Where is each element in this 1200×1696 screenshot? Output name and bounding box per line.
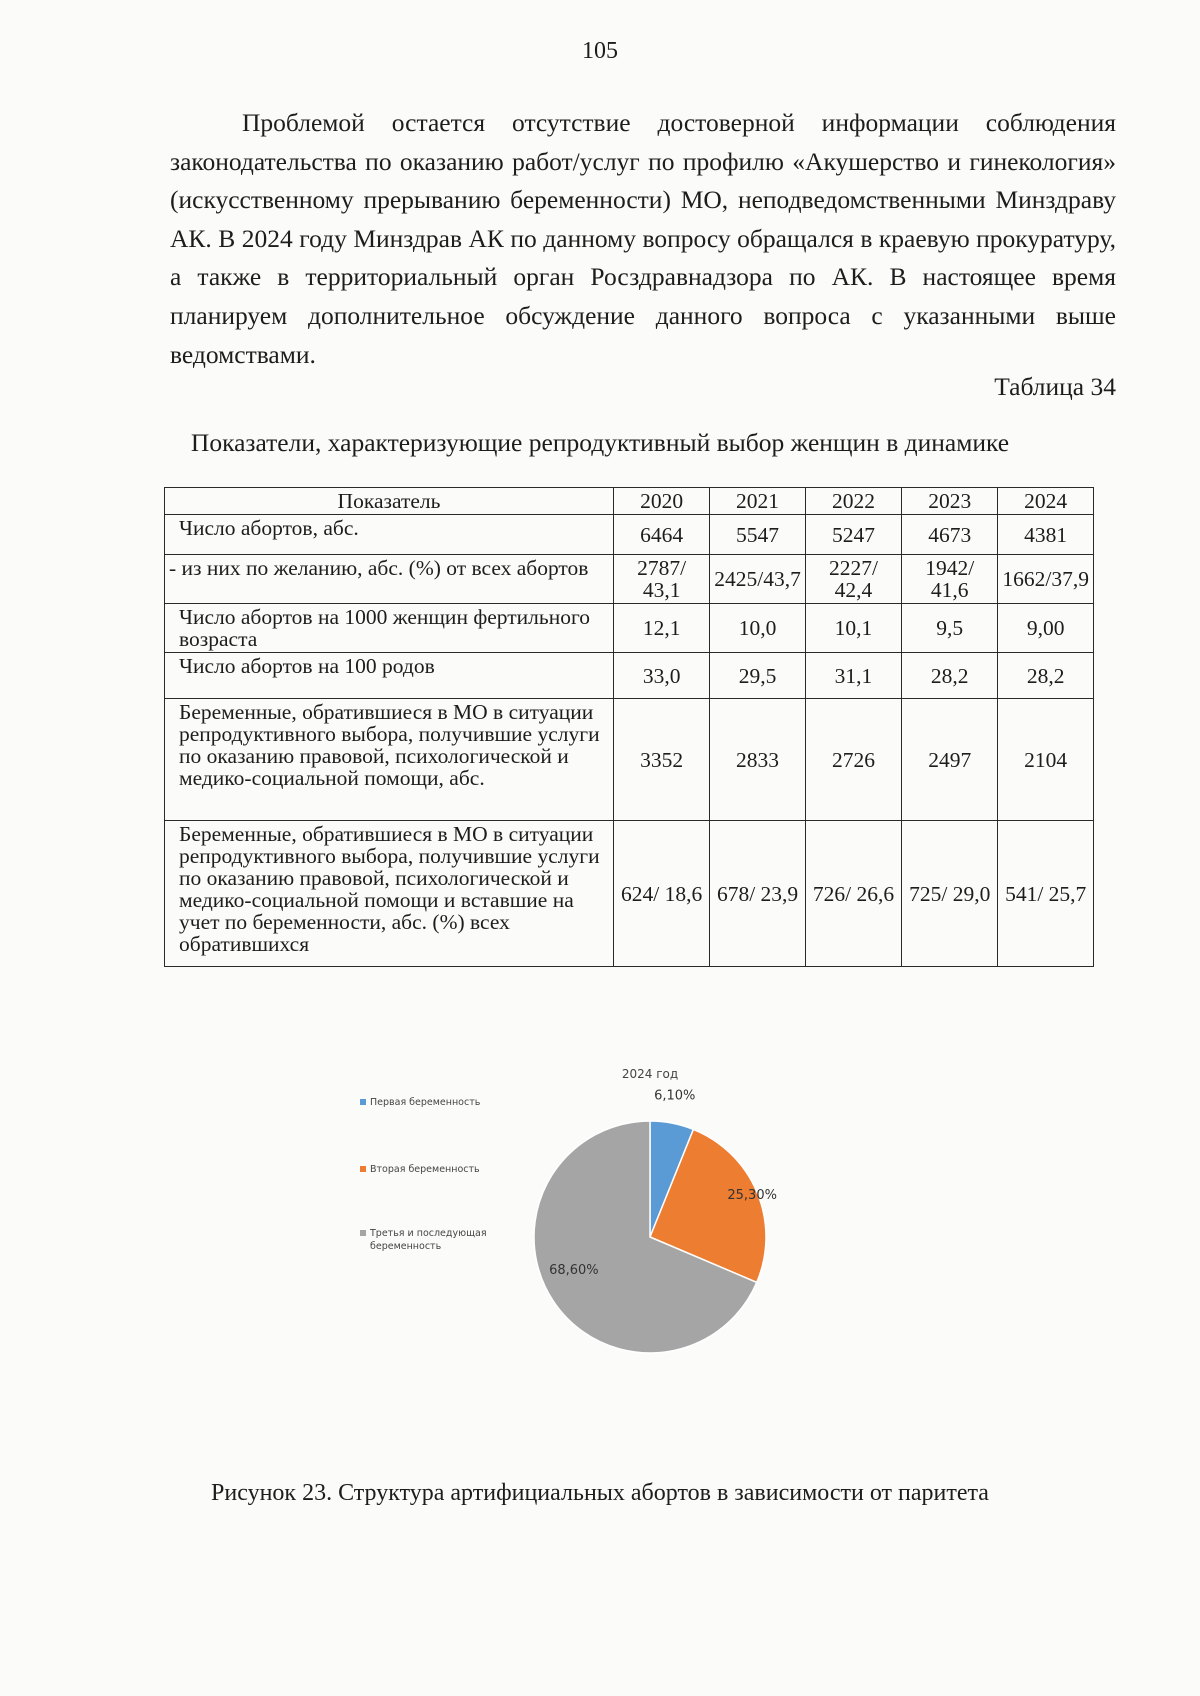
legend-item [360,1097,481,1108]
header-year: 2020 [614,488,710,515]
legend-swatch [360,1099,366,1105]
header-year: 2024 [998,488,1094,515]
pie-data-label: 68,60% [549,1263,599,1279]
table-cell: 12,1 [614,604,710,653]
table-cell: 1942/ 41,6 [902,555,998,604]
indicators-table [164,487,1094,967]
header-year: 2022 [805,488,901,515]
body-paragraph: Проблемой остается отсутствие достоверной информации соблюдения законодательства по оказанию работ/услуг по профилю «Акушерство и гинекология» (искусственному прерыванию беременности) МО, неподведомственными Минздраву АК. В 2024 году Минздрав АК по данному вопросу обращался в краевую прокуратуру, а также в территориальный орган Росздравнадзора по АК. В настоящее время планируем дополнительное обсуждение данного вопроса с указанными выше ведомствами. [170,108,1116,369]
table-row [165,821,1094,967]
pie-chart-svg [360,1062,840,1392]
table-cell: 624/ 18,6 [614,821,710,967]
table-cell: 2833 [710,699,806,821]
row-label: Беременные, обратившиеся в МО в ситуации репродуктивного выбора, получившие услуги по оказанию правовой, психологической и медико-социальной помощи и вставшие на учет по беременности, абс. (%) всех обратившихся [165,821,614,967]
table-title: Показатели, характеризующие репродуктивный выбор женщин в динамике [190,428,1010,457]
legend-label: беременность [370,1241,442,1252]
pie-chart [360,1062,840,1392]
row-label: - из них по желанию, абс. (%) от всех абортов [165,555,614,604]
legend-item [360,1228,487,1252]
table-row [165,653,1094,699]
table-cell: 4381 [998,515,1094,555]
table-cell: 2787/ 43,1 [614,555,710,604]
table-cell: 541/ 25,7 [998,821,1094,967]
table-cell: 29,5 [710,653,806,699]
page-number: 105 [582,38,618,64]
chart-title: 2024 год [621,1067,679,1081]
table-cell: 2726 [805,699,901,821]
table-cell: 4673 [902,515,998,555]
table-cell: 33,0 [614,653,710,699]
table-cell: 9,5 [902,604,998,653]
table-cell: 2425/43,7 [710,555,806,604]
table-cell: 10,1 [805,604,901,653]
row-label: Беременные, обратившиеся в МО в ситуации репродуктивного выбора, получившие услуги по оказанию правовой, психологической и медико-социальной помощи, абс. [165,699,614,821]
figure-caption: Рисунок 23. Структура артифициальных абортов в зависимости от паритета [211,1480,989,1506]
row-label: Число абортов на 1000 женщин фертильного возраста [165,604,614,653]
table-cell: 31,1 [805,653,901,699]
legend-item [360,1164,480,1175]
table-cell: 3352 [614,699,710,821]
table-cell: 678/ 23,9 [710,821,806,967]
table-row [165,555,1094,604]
table-cell: 28,2 [902,653,998,699]
table-cell: 725/ 29,0 [902,821,998,967]
legend-swatch [360,1166,366,1172]
header-year: 2021 [710,488,806,515]
legend-label: Вторая беременность [370,1164,480,1175]
pie-data-label: 25,30% [727,1187,777,1203]
legend-label: Первая беременность [370,1097,481,1108]
table-cell: 5247 [805,515,901,555]
pie-data-label: 6,10% [654,1088,696,1104]
row-label: Число абортов, абс. [165,515,614,555]
table-row [165,515,1094,555]
table-cell: 5547 [710,515,806,555]
table-row [165,699,1094,821]
table-row [165,604,1094,653]
legend-label: Третья и последующая [370,1228,487,1239]
row-label: Число абортов на 100 родов [165,653,614,699]
header-year: 2023 [902,488,998,515]
table-header-row [165,488,1094,515]
table-cell: 9,00 [998,604,1094,653]
table-cell: 6464 [614,515,710,555]
table-cell: 28,2 [998,653,1094,699]
table-cell: 2227/ 42,4 [805,555,901,604]
header-indicator: Показатель [165,488,614,515]
table-cell: 1662/37,9 [998,555,1094,604]
table-cell: 10,0 [710,604,806,653]
legend-swatch [360,1230,366,1236]
table-cell: 2104 [998,699,1094,821]
table-cell: 726/ 26,6 [805,821,901,967]
table-caption: Таблица 34 [994,372,1116,401]
table-cell: 2497 [902,699,998,821]
